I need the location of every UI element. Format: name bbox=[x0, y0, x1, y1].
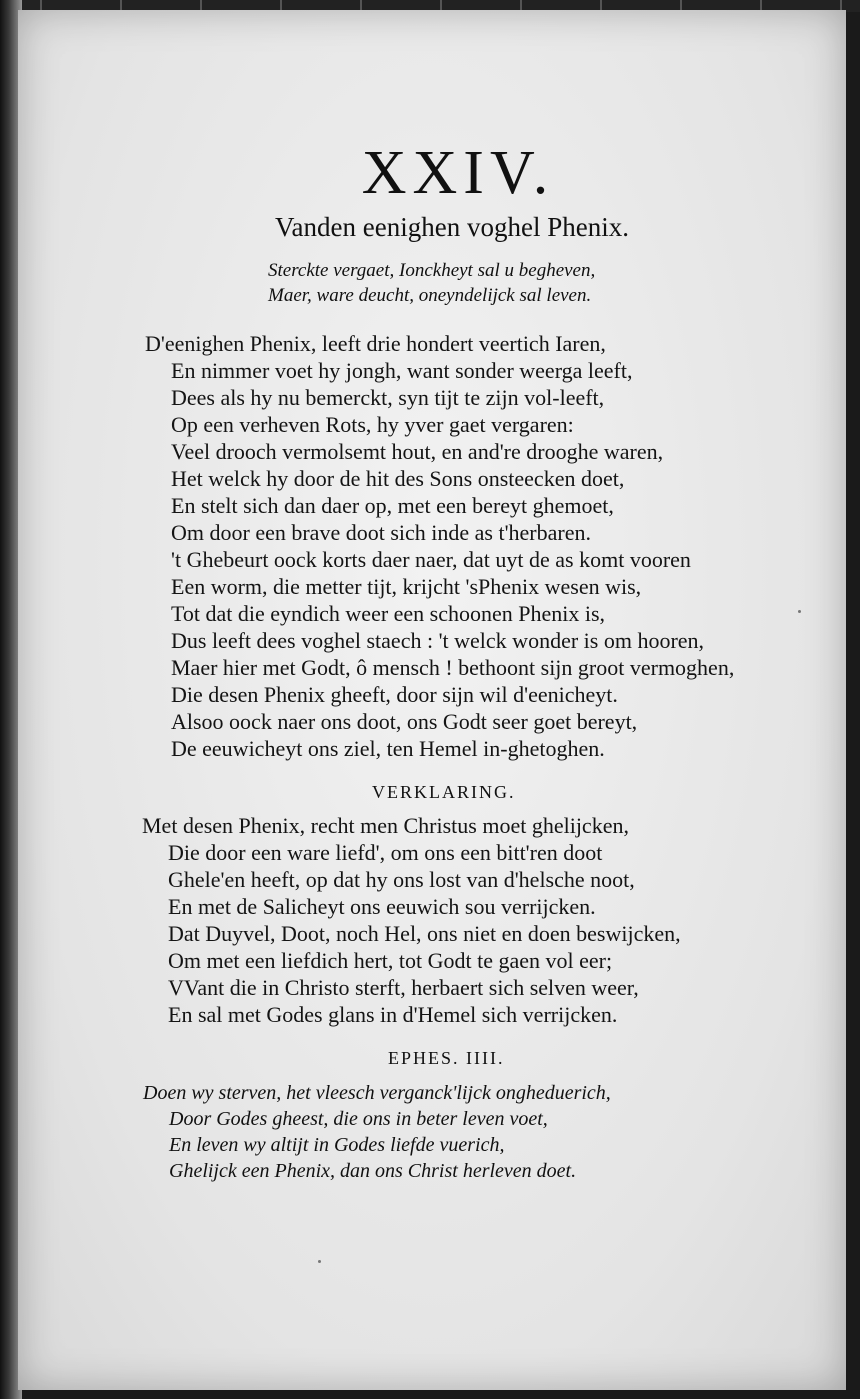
explanation-line: VVant die in Christo sterft, herbaert sich selven weer, bbox=[168, 975, 639, 1000]
poem-line: Alsoo oock naer ons doot, ons Godt seer goet bereyt, bbox=[171, 709, 638, 734]
poem-line: Dus leeft dees voghel staech : 't welck wonder is om hooren, bbox=[171, 628, 705, 653]
poem-line: D'eenighen Phenix, leeft drie hondert veertich Iaren, bbox=[145, 331, 606, 356]
poem-line: Tot dat die eyndich weer een schoonen Phenix is, bbox=[171, 601, 606, 626]
scripture-line: Doen wy sterven, het vleesch verganck'lijck ongheduerich, bbox=[143, 1082, 611, 1104]
poem-line: 't Ghebeurt oock korts daer naer, dat uyt de as komt vooren bbox=[171, 547, 691, 572]
poem-line: En stelt sich dan daer op, met een bereyt ghemoet, bbox=[171, 493, 614, 518]
scripture-line: En leven wy altijt in Godes liefde vuerich, bbox=[169, 1134, 505, 1156]
explanation-line: Ghele'en heeft, op dat hy ons lost van d'helsche noot, bbox=[168, 867, 635, 892]
explanation-line: Dat Duyvel, Doot, noch Hel, ons niet en doen beswijcken, bbox=[168, 921, 681, 946]
explanation-verse bbox=[142, 812, 681, 1028]
ephes-heading: EPHES. IIII. bbox=[388, 1048, 505, 1068]
paper-speck bbox=[798, 610, 801, 613]
explanation-line: Met desen Phenix, recht men Christus moet ghelijcken, bbox=[142, 813, 629, 838]
poem-line: Dees als hy nu bemerckt, syn tijt te zijn vol-leeft, bbox=[171, 385, 605, 410]
poem bbox=[145, 330, 734, 762]
chapter-number: XXIV. bbox=[361, 139, 555, 207]
motto-line: Sterckte vergaet, Ionckheyt sal u begheven, bbox=[268, 260, 596, 281]
scripture-verse bbox=[143, 1080, 611, 1184]
explanation-line: En met de Salicheyt ons eeuwich sou verrijcken. bbox=[168, 894, 596, 919]
poem-line: Een worm, die metter tijt, krijcht 'sPhenix wesen wis, bbox=[171, 574, 642, 599]
poem-line: Maer hier met Godt, ô mensch ! bethoont sijn groot vermoghen, bbox=[171, 655, 735, 680]
poem-line: Die desen Phenix gheeft, door sijn wil d'eenicheyt. bbox=[171, 682, 618, 707]
poem-line: Op een verheven Rots, hy yver gaet vergaren: bbox=[171, 412, 574, 437]
chapter-title: Vanden eenighen voghel Phenix. bbox=[275, 212, 629, 242]
poem-line: Veel drooch vermolsemt hout, en and're drooghe waren, bbox=[171, 439, 664, 464]
verklaring-heading: VERKLARING. bbox=[372, 782, 516, 802]
explanation-line: Om met een liefdich hert, tot Godt te gaen vol eer; bbox=[168, 948, 613, 973]
scripture-line: Door Godes gheest, die ons in beter leven voet, bbox=[169, 1108, 548, 1130]
explanation-line: En sal met Godes glans in d'Hemel sich verrijcken. bbox=[168, 1002, 618, 1027]
motto bbox=[268, 258, 595, 308]
explanation-line: Die door een ware liefd', om ons een bitt'ren doot bbox=[168, 840, 603, 865]
poem-line: Om door een brave doot sich inde as t'herbaren. bbox=[171, 520, 591, 545]
poem-line: Het welck hy door de hit des Sons onsteecken doet, bbox=[171, 466, 625, 491]
paper-speck bbox=[318, 1260, 321, 1263]
poem-line: De eeuwicheyt ons ziel, ten Hemel in-ghetoghen. bbox=[171, 736, 605, 761]
scripture-line: Ghelijck een Phenix, dan ons Christ herleven doet. bbox=[169, 1160, 577, 1182]
poem-line: En nimmer voet hy jongh, want sonder weerga leeft, bbox=[171, 358, 633, 383]
motto-line: Maer, ware deucht, oneyndelijck sal leven. bbox=[268, 285, 592, 306]
